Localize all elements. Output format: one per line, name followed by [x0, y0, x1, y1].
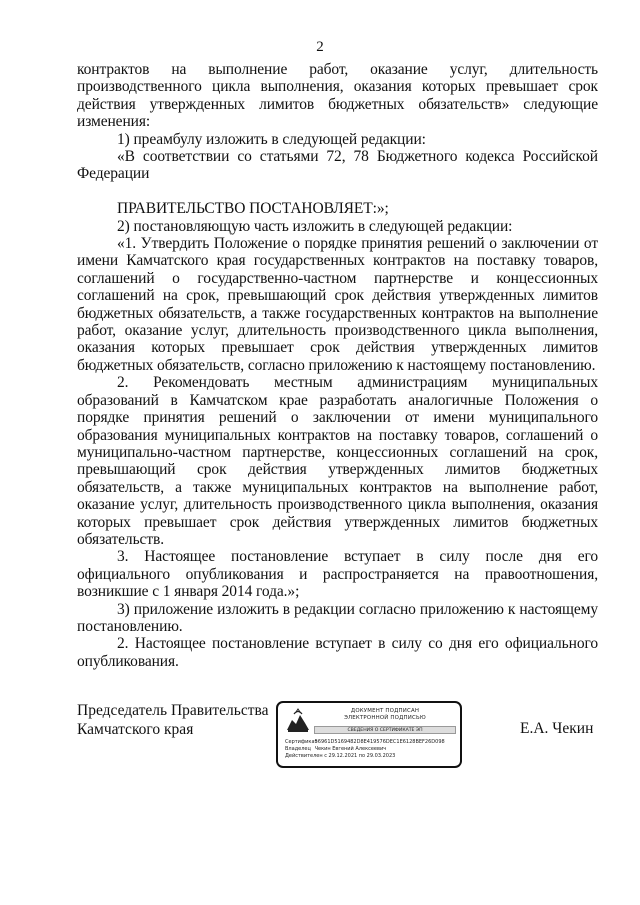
electronic-signature-stamp: [276, 701, 462, 768]
paragraph: 2. Настоящее постановление вступает в силу со дня его официального опубликования.: [77, 635, 598, 670]
paragraph: контрактов на выполнение работ, оказание услуг, длительность производственного цикла выполнения, оказания которых превышает срок действия утвержденных лимитов бюджетных обязательств» следующие изменения:: [77, 61, 598, 131]
signatory-name: Е.А. Чекин: [520, 720, 594, 737]
stamp-cert-label: Сертификат: [285, 739, 318, 745]
page-number: 2: [316, 39, 324, 55]
paragraph: 2. Рекомендовать местным администрациям муниципальных образований в Камчатском крае разработать аналогичные Положения о порядке принятия решений о заключении от имени муниципального образования муниципальных контрактов на поставку товаров, соглашений о муниципально-частном партнерстве, концессионных соглашений на срок, превышающий срок действия утвержденных лимитов бюджетных обязательств, а также муниципальных контрактов на выполнение работ, оказание услуг, длительность производственного цикла выполнения, оказания которых превышает срок действия утвержденных лимитов бюджетных обязательств.: [77, 374, 598, 548]
paragraph: 1) преамбулу изложить в следующей редакции:: [117, 130, 426, 148]
stamp-title-line2: ЭЛЕКТРОННОЙ ПОДПИСЬЮ: [344, 715, 426, 721]
signatory-position-line2: Камчатского края: [77, 720, 194, 738]
stamp-owner-label: Владелец: [285, 746, 311, 753]
paragraph: «В соответствии со статьями 72, 78 Бюджетного кодекса Российской Федерации: [77, 148, 598, 183]
stamp-validity: Действителен с 29.12.2021 по 29.03.2023: [285, 753, 396, 760]
paragraph: 3) приложение изложить в редакции согласно приложению к настоящему постановлению.: [77, 600, 598, 635]
stamp-certificate-info: [285, 739, 460, 761]
paragraph: 2) постановляющую часть изложить в следующей редакции:: [117, 217, 513, 235]
paragraph: ПРАВИТЕЛЬСТВО ПОСТАНОВЛЯЕТ:»;: [117, 200, 389, 218]
stamp-certificate-header: СВЕДЕНИЯ О СЕРТИФИКАТЕ ЭП: [314, 726, 456, 734]
signatory-position: [77, 702, 269, 739]
paragraph: «1. Утвердить Положение о порядке принятия решений о заключении от имени Камчатского края государственных контрактов на поставку товаров, соглашений о государственно-частном партнерстве и концессионных соглашений на срок, превышающий срок действия утвержденных лимитов бюджетных обязательств, а также государственных контрактов на выполнение работ, оказание услуг, длительность производственного цикла выполнения, оказания которых превышает срок действия утвержденных лимитов бюджетных обязательств, согласно приложению к настоящему постановлению.: [77, 235, 598, 374]
signatory-position-line1: Председатель Правительства: [77, 702, 269, 719]
document-body: [77, 61, 598, 670]
paragraph: 3. Настоящее постановление вступает в силу после дня его официального опубликования и распространяется на правоотношения, возникшие с 1 января 2014 года.»;: [77, 548, 598, 601]
coat-of-arms-icon: [285, 708, 311, 734]
stamp-cert-value: 56961D5169482D8E419576DEC1E6128BEF26D098: [314, 739, 445, 745]
stamp-title-line1: ДОКУМЕНТ ПОДПИСАН: [350, 708, 420, 714]
blank-line: [77, 183, 598, 200]
stamp-owner-value: Чекин Евгений Алексеевич: [314, 746, 387, 753]
stamp-title: [314, 708, 456, 722]
